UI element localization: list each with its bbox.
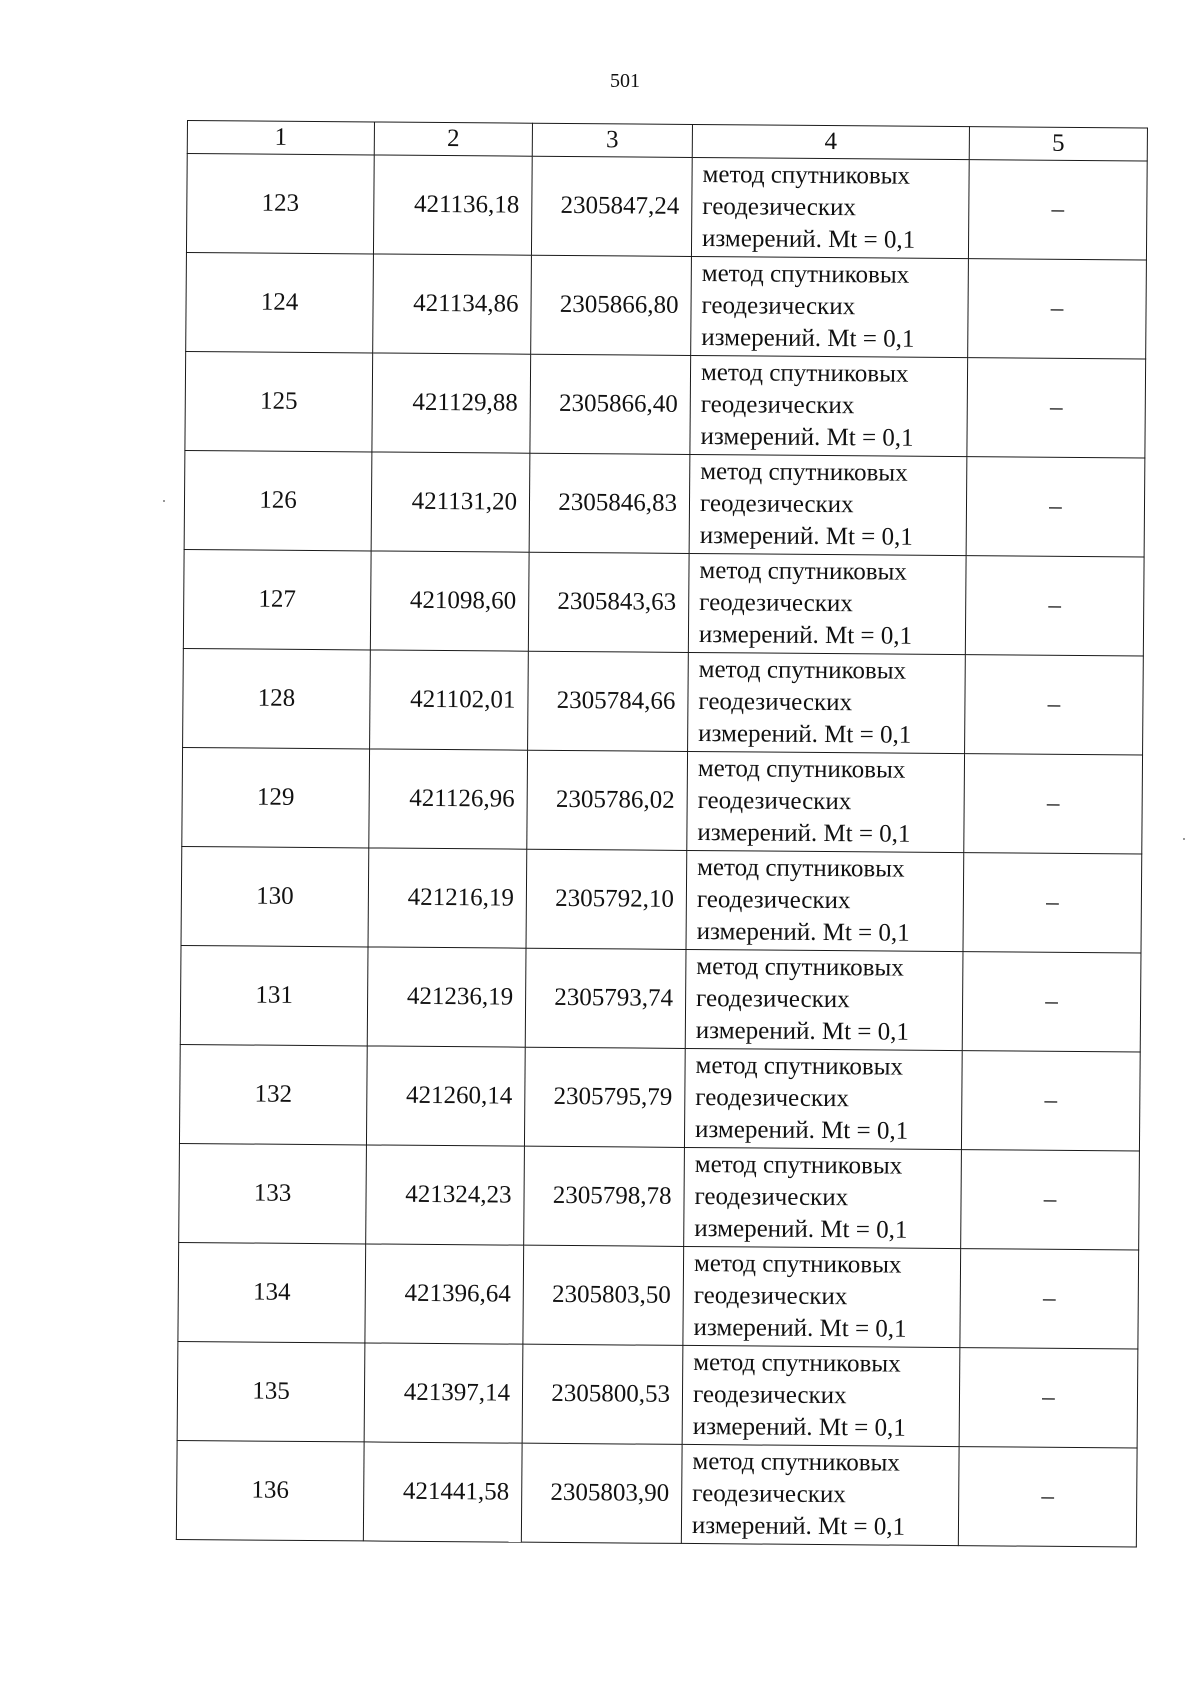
x-coordinate-cell: 421396,64 (365, 1244, 524, 1344)
method-line: измерений. Mt = 0,1 (691, 1512, 906, 1541)
method-line: метод спутниковых (696, 953, 904, 982)
method-line: измерений. Mt = 0,1 (697, 819, 911, 848)
y-coordinate-cell: 2305793,74 (525, 948, 686, 1048)
table-row (186, 154, 1147, 261)
table-row (183, 648, 1144, 755)
method-line: измерений. Mt = 0,1 (698, 621, 913, 650)
x-coordinate-cell: 421102,01 (370, 650, 529, 750)
table-row (184, 450, 1145, 557)
method-line: измерений. Mt = 0,1 (701, 225, 916, 254)
point-number-cell: 136 (176, 1440, 364, 1540)
method-line: измерений. Mt = 0,1 (701, 324, 915, 353)
method-line: измерений. Mt = 0,1 (696, 918, 910, 947)
table-body (176, 154, 1147, 1547)
y-coordinate-cell: 2305803,90 (521, 1443, 682, 1543)
method-line: геодезических (697, 787, 852, 816)
method-line: измерений. Mt = 0,1 (693, 1314, 907, 1343)
x-coordinate-cell: 421136,18 (373, 155, 532, 255)
method-line: геодезических (698, 688, 853, 717)
scan-speck (1183, 838, 1185, 840)
col5-cell: – (966, 457, 1145, 557)
col5-cell: – (964, 754, 1143, 854)
table-row (176, 1440, 1137, 1547)
y-coordinate-cell: 2305843,63 (528, 552, 689, 652)
col5-cell: – (968, 160, 1147, 260)
col5-cell: – (961, 1051, 1140, 1151)
header-col-4: 4 (692, 124, 969, 159)
method-cell (684, 1048, 962, 1149)
method-line: геодезических (702, 193, 857, 222)
point-number-cell: 132 (179, 1044, 367, 1144)
method-line: метод спутниковых (697, 854, 905, 883)
col5-cell: – (960, 1249, 1139, 1349)
x-coordinate-cell: 421129,88 (372, 353, 531, 453)
col5-cell: – (965, 556, 1144, 656)
y-coordinate-cell: 2305866,80 (531, 255, 692, 355)
point-number-cell: 124 (186, 252, 374, 352)
method-line: геодезических (700, 391, 855, 420)
method-line: метод спутниковых (694, 1151, 903, 1180)
col5-cell: – (962, 952, 1141, 1052)
method-line: метод спутниковых (700, 458, 908, 487)
header-col-5: 5 (969, 127, 1147, 161)
method-line: метод спутниковых (693, 1349, 901, 1378)
method-line: измерений. Mt = 0,1 (699, 522, 913, 551)
method-line: метод спутниковых (698, 656, 907, 685)
table-row (179, 1143, 1140, 1250)
point-number-cell: 134 (178, 1242, 366, 1342)
header-col-2: 2 (374, 122, 532, 156)
method-line: геодезических (692, 1381, 847, 1410)
x-coordinate-cell: 421441,58 (363, 1442, 522, 1542)
col5-cell: – (963, 853, 1142, 953)
method-cell (688, 652, 966, 753)
x-coordinate-cell: 421324,23 (366, 1145, 525, 1245)
x-coordinate-cell: 421236,19 (367, 947, 526, 1047)
col5-cell: – (965, 655, 1144, 755)
col5-cell: – (967, 358, 1146, 458)
y-coordinate-cell: 2305795,79 (524, 1047, 685, 1147)
method-line: измерений. Mt = 0,1 (698, 720, 912, 749)
y-coordinate-cell: 2305846,83 (529, 453, 690, 553)
method-line: геодезических (696, 886, 851, 915)
method-cell (683, 1246, 961, 1347)
table-row (183, 549, 1144, 656)
method-cell (687, 751, 965, 852)
method-line: метод спутниковых (692, 1448, 900, 1477)
method-line: геодезических (693, 1282, 848, 1311)
y-coordinate-cell: 2305847,24 (531, 156, 692, 256)
method-line: измерений. Mt = 0,1 (692, 1413, 906, 1442)
coordinates-table (176, 120, 1148, 1548)
x-coordinate-cell: 421260,14 (366, 1046, 525, 1146)
method-line: метод спутниковых (702, 161, 911, 190)
method-line: метод спутниковых (695, 1052, 904, 1081)
point-number-cell: 127 (183, 549, 371, 649)
method-cell (682, 1345, 960, 1446)
method-cell (688, 553, 966, 654)
page-number: 501 (610, 70, 640, 92)
method-line: геодезических (699, 589, 853, 618)
col5-cell: – (961, 1150, 1140, 1250)
y-coordinate-cell: 2305866,40 (530, 354, 691, 454)
point-number-cell: 126 (184, 450, 372, 550)
table-row (177, 1341, 1138, 1448)
table-row (180, 945, 1141, 1052)
point-number-cell: 129 (182, 747, 370, 847)
table-row (178, 1242, 1139, 1349)
method-cell (691, 256, 969, 357)
point-number-cell: 131 (180, 945, 368, 1045)
method-line: геодезических (694, 1183, 849, 1212)
table-row (185, 351, 1146, 458)
method-line: метод спутниковых (693, 1250, 902, 1279)
x-coordinate-cell: 421126,96 (369, 749, 528, 849)
method-line: метод спутниковых (697, 755, 906, 784)
method-line: измерений. Mt = 0,1 (694, 1215, 908, 1244)
y-coordinate-cell: 2305800,53 (522, 1344, 683, 1444)
point-number-cell: 128 (183, 648, 371, 748)
method-line: метод спутниковых (699, 557, 907, 586)
y-coordinate-cell: 2305792,10 (526, 849, 687, 949)
scan-speck (163, 500, 165, 502)
method-line: геодезических (696, 985, 850, 1014)
method-cell (689, 454, 967, 555)
col5-cell: – (958, 1447, 1137, 1547)
y-coordinate-cell: 2305803,50 (523, 1245, 684, 1345)
table-row (182, 747, 1143, 854)
method-cell (681, 1444, 959, 1545)
y-coordinate-cell: 2305784,66 (528, 651, 689, 751)
col5-cell: – (959, 1348, 1138, 1448)
x-coordinate-cell: 421216,19 (368, 848, 527, 948)
table-row (181, 846, 1142, 953)
method-line: измерений. Mt = 0,1 (694, 1116, 909, 1145)
method-line: геодезических (701, 292, 856, 321)
method-line: геодезических (699, 490, 854, 519)
point-number-cell: 135 (177, 1341, 365, 1441)
method-line: измерений. Mt = 0,1 (700, 423, 914, 452)
method-line: геодезических (692, 1480, 846, 1509)
x-coordinate-cell: 421098,60 (370, 551, 529, 651)
method-line: геодезических (695, 1084, 850, 1113)
point-number-cell: 123 (186, 154, 374, 254)
table-row (186, 252, 1147, 359)
x-coordinate-cell: 421134,86 (373, 254, 532, 354)
method-cell (684, 1147, 962, 1248)
coordinates-table-container (176, 120, 1147, 1547)
y-coordinate-cell: 2305786,02 (527, 750, 688, 850)
header-col-1: 1 (187, 121, 374, 155)
table-row (179, 1044, 1140, 1151)
method-cell (686, 850, 964, 951)
method-cell (690, 355, 968, 456)
point-number-cell: 133 (179, 1143, 367, 1243)
header-col-3: 3 (532, 123, 692, 157)
point-number-cell: 130 (181, 846, 369, 946)
method-cell (691, 157, 969, 258)
x-coordinate-cell: 421397,14 (364, 1343, 523, 1443)
col5-cell: – (968, 259, 1147, 359)
method-line: метод спутниковых (700, 359, 909, 388)
method-line: метод спутниковых (701, 260, 910, 289)
method-line: измерений. Mt = 0,1 (695, 1017, 910, 1046)
x-coordinate-cell: 421131,20 (371, 452, 530, 552)
y-coordinate-cell: 2305798,78 (524, 1146, 685, 1246)
point-number-cell: 125 (185, 351, 373, 451)
method-cell (685, 949, 963, 1050)
